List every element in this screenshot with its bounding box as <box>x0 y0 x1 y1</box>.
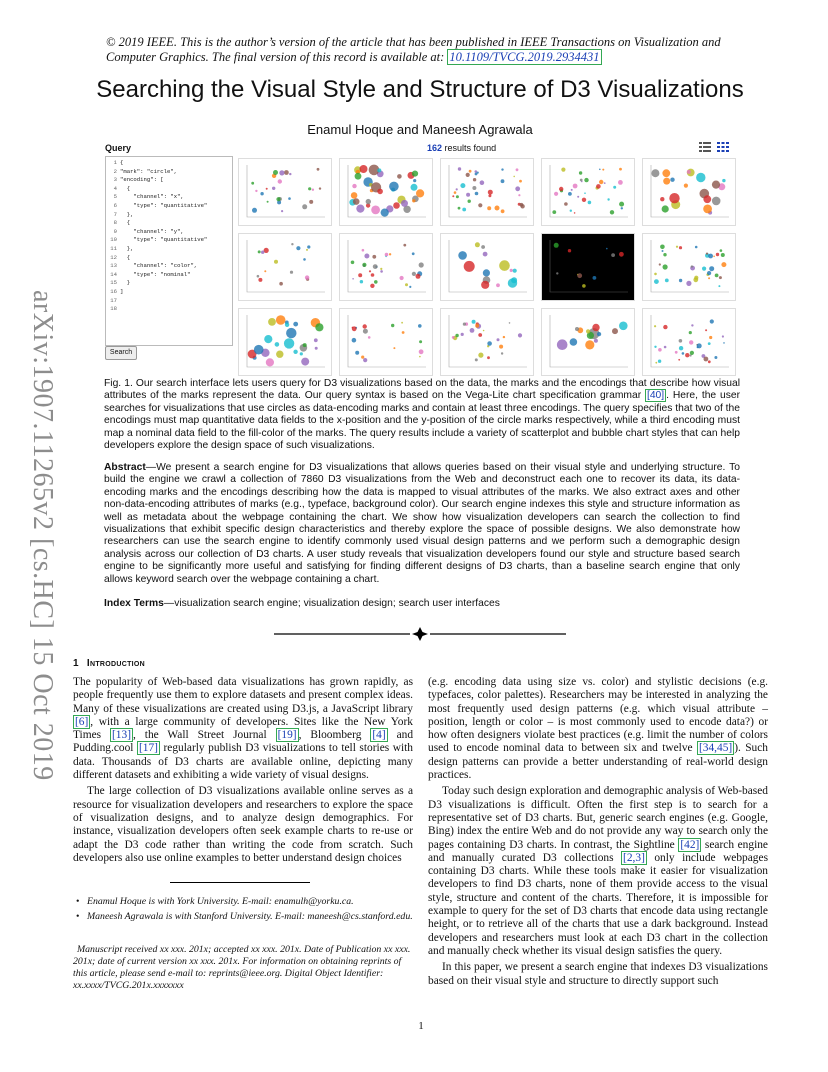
code-line-text: "encoding": [ <box>120 176 164 184</box>
paragraph-text: , with a large community of developers. Sites like the New York Times <box>73 715 413 742</box>
code-line-number: 13 <box>110 262 117 270</box>
index-terms-text: —visualization search engine; visualization design; search user interfaces <box>163 598 500 609</box>
code-line-text: { <box>120 159 124 166</box>
result-thumbnail[interactable] <box>339 233 433 301</box>
result-thumbnail[interactable] <box>541 233 635 301</box>
result-thumbnail[interactable] <box>642 233 736 301</box>
index-terms <box>104 598 740 609</box>
result-thumbnail[interactable] <box>541 158 635 226</box>
result-thumbnail[interactable] <box>541 308 635 376</box>
section-separator <box>274 626 566 642</box>
intro-paragraph-3 <box>428 676 768 782</box>
code-line-number: 16 <box>110 288 117 295</box>
bullet-icon: • <box>76 911 80 922</box>
doi-link[interactable]: 10.1109/TVCG.2019.2934431 <box>449 50 600 64</box>
code-line-text: "type": "quantitative" <box>120 202 208 209</box>
result-thumbnail[interactable] <box>642 158 736 226</box>
author-footnotes <box>73 896 413 926</box>
manuscript-info: Manuscript received xx xxx. 201x; accepted xx xxx. 201x. Date of Publication xx xxx. 201x; date of current version xx xxx. 201x. For information on obtaining reprints of this article, please send e-mail to: reprints@ieee.org. Digital Object Identifier: xx.xxxx/TVCG.201x.xxxxxxx <box>73 944 411 991</box>
results-count <box>427 143 496 153</box>
section-heading <box>73 658 145 669</box>
paragraph-text: ). Such design patterns can provide a better understanding of real-world design practices. <box>428 742 768 782</box>
code-line-number: 4 <box>113 184 117 192</box>
paragraph-text: regularly publish D3 visualizations to tell stories with data. Thousands of D3 charts are available online, depicting many different datasets and exhibiting a wide variety of visual designs. <box>73 742 413 782</box>
figure-caption <box>104 378 740 452</box>
code-line-text: { <box>120 219 131 227</box>
arxiv-stamp-text: arXiv:1907.11265v2 [cs.HC] 15 Oct 2019 <box>27 290 58 781</box>
paragraph-text: (e.g. encoding data using size vs. color) and stylistic decisions (e.g. typefaces, color palettes). Researchers may be interested in analyzing the most frequently used design patterns (e.g. which visual attribute – position, length or color – is most commonly used to encode data?) or how often designers violate best practices (e.g. limit the number of colors used to encode nominal data to between six and twelve <box>428 676 768 755</box>
footnote-rule <box>170 882 310 883</box>
abstract-text: —We present a search engine for D3 visualizations that allows queries based on their visual style and underlying structure. To build the engine we crawl a collection of 7860 D3 visualizations from the Web and deconstruct each one to recover its data, its data-encoding marks and the encodings describing how the data is mapped to visual attributes of the marks. We also extract axes and other non-data-encoding attributes of marks (e.g., typeface, background color). Our search engine indexes this style and structure information as well as metadata about the webpage containing the chart. We show how visualization developers can search the collection to find visualizations that exhibit specific design characteristics and thereby explore the space of possible designs. We also demonstrate how researchers can use the search engine to identify commonly used visual design patterns and we perform such a demographic design analysis across our collection of D3 charts. A user study reveals that visualization developers found our style and structure based search engine to be significantly more useful and satisfying for finding different designs of D3 charts, than a baseline search engine that only allows keyword search over the webpage containing a chart. <box>104 462 740 585</box>
citation-link[interactable]: [2,3] <box>623 851 645 864</box>
search-button[interactable]: Search <box>105 346 137 360</box>
body-column-right <box>428 676 768 988</box>
code-line-text: "channel": "x", <box>120 193 184 201</box>
section-number: 1 <box>73 658 79 669</box>
paragraph-text: , the Wall Street Journal <box>133 729 276 742</box>
results-suffix: results found <box>444 143 497 153</box>
index-terms-label: Index Terms <box>104 598 164 609</box>
paragraph-text: Today such design exploration and demographic analysis of Web-based D3 visualizations is difficult. Often the first step is to search for a representative set of D3 charts. But, generic search engines (e.g. Google, Bing) index the entire Web and do not provide any way to search only the pages containing D3 charts. In contrast, the Sightline <box>428 785 768 851</box>
caption-text-pre: Our search interface lets users query for D3 visualizations based on the data, the marks and the encodings that describe how visual attributes of the marks represent the data. Our query syntax is based on the Vega-Lite chart specification grammar <box>104 378 740 402</box>
copyright-notice <box>106 35 746 65</box>
intro-paragraph-2: The large collection of D3 visualizations available online serves as a resource for visualization developers and researchers to explore the space of visualization designs, and to analyze design demographics. For instance, visualization developers often seek example charts to re-use or adapt the D3 code rather than writing the code from scratch. Such developers also use online examples to better understand design choices <box>73 785 413 864</box>
code-line-number: 5 <box>113 193 117 201</box>
result-thumbnail[interactable] <box>238 308 332 376</box>
code-line-text: "mark": "circle", <box>120 167 178 175</box>
code-line-number: 3 <box>113 176 117 184</box>
code-line-number: 18 <box>110 305 117 313</box>
code-line-number: 7 <box>113 210 117 218</box>
code-line-number: 11 <box>110 245 117 252</box>
code-line-number: 8 <box>113 219 117 227</box>
query-editor[interactable] <box>105 156 233 346</box>
code-line-number: 2 <box>113 167 117 175</box>
code-line-text: "channel": "color", <box>120 262 198 270</box>
code-line-text: "type": "nominal" <box>120 270 191 278</box>
result-thumbnail[interactable] <box>440 233 534 301</box>
abstract-label: Abstract <box>104 462 146 473</box>
paragraph-text: and Pudding.cool <box>73 729 414 755</box>
arxiv-stamp <box>18 290 58 781</box>
result-thumbnail[interactable] <box>642 308 736 376</box>
code-line-number: 17 <box>110 296 117 304</box>
citation-link[interactable]: [17] <box>138 742 158 755</box>
code-line-text: }, <box>120 245 134 252</box>
copyright-text: © 2019 IEEE. This is the author’s version of the article that has been published in IEEE Transactions on Visualization and Computer Graphics. The final version of this record is available at: <box>106 35 721 64</box>
result-thumbnail[interactable] <box>440 158 534 226</box>
paragraph-text: , Bloomberg <box>298 729 371 742</box>
caption-text-post: . Here, the user searches for visualizations that use circles as data-encoding marks and contain at least three encodings. The query specifies that two of the encodings must map quantitative data fields to the x-position and the y-position of the circle marks respectively, while a third encoding must map a nominal data field to the fill-color of the marks. The query results include a variety of scatterplot and bubble chart styles that can help developers explore the design space of such visualizations. <box>104 390 741 452</box>
code-line-text: "channel": "y", <box>120 227 184 235</box>
code-line-text: "type": "quantitative" <box>120 236 208 244</box>
code-line-number: 10 <box>110 236 117 244</box>
body-column-left <box>73 676 413 865</box>
code-line-number: 15 <box>110 279 117 287</box>
page-number: 1 <box>418 1020 424 1032</box>
citation-link[interactable]: [42] <box>680 838 700 851</box>
paragraph-text: only include webpages containing D3 charts. While these tools make it easier for visualization developers to find D3 charts, none of them provide access to the visual style, structure and content of the charts. Therefore, it is impossible for example to query for the set of D3 charts that encode data using rectangle height, or to retrieve all of the charts that use a dark background. Instead developers and researchers must look at each D3 chart in the collection and manually check whether its visual design satisfies the query. <box>428 851 768 957</box>
abstract <box>104 462 740 586</box>
footnote-text: Enamul Hoque is with York University. E-mail: enamulh@yorku.ca. <box>87 896 354 907</box>
result-thumbnail[interactable] <box>339 158 433 226</box>
code-line-number: 6 <box>113 202 117 209</box>
result-thumbnail[interactable] <box>339 308 433 376</box>
result-thumbnail[interactable] <box>440 308 534 376</box>
code-line-text: } <box>120 279 131 287</box>
diamond-ornament-icon <box>412 627 428 641</box>
caption-citation[interactable]: [40] <box>646 390 665 402</box>
section-title: Introduction <box>86 658 146 669</box>
citation-link[interactable]: [13] <box>112 729 131 742</box>
footnote-item <box>73 911 413 923</box>
code-line-text: }, <box>120 210 134 218</box>
citation-link[interactable]: [4] <box>372 729 386 742</box>
code-line-number: 9 <box>113 227 117 235</box>
result-thumbnail[interactable] <box>238 158 332 226</box>
footnote-text: Maneesh Agrawala is with Stanford University. E-mail: maneesh@cs.stanford.edu. <box>87 911 413 922</box>
code-line-number: 12 <box>110 253 117 261</box>
list-view-icon[interactable] <box>699 142 711 152</box>
citation-link[interactable]: [34,45] <box>698 742 733 755</box>
results-number: 162 <box>427 143 443 153</box>
code-line-text: { <box>120 184 131 192</box>
result-thumbnail[interactable] <box>238 233 332 301</box>
footnote-item <box>73 896 413 908</box>
intro-paragraph-1 <box>73 676 413 782</box>
paragraph-text: The popularity of Web-based data visualizations has grown rapidly, as people frequently use them to explore datasets and present complex ideas. Many of these visualizations are created using D3.js, a JavaScript library <box>73 676 413 715</box>
caption-label: Fig. 1. <box>104 378 133 389</box>
citation-link[interactable]: [19] <box>277 729 297 742</box>
intro-paragraph-4 <box>428 785 768 958</box>
code-line-number: 1 <box>113 159 117 166</box>
code-line-text: { <box>120 253 131 261</box>
intro-paragraph-5: In this paper, we present a search engine that indexes D3 visualizations based on their visual style and structure to directly support such <box>428 961 768 987</box>
citation-link[interactable]: [6] <box>75 715 89 728</box>
figure-search-interface <box>103 140 739 366</box>
paragraph-text: search engine and manually curated D3 collections <box>428 838 768 864</box>
grid-view-icon[interactable] <box>717 142 729 152</box>
query-label: Query <box>105 143 132 153</box>
bullet-icon: • <box>76 896 80 907</box>
paper-title: Searching the Visual Style and Structure of D3 Visualizations <box>96 76 744 103</box>
code-line-number: 14 <box>110 270 117 278</box>
code-line-text: ] <box>120 288 124 295</box>
paper-authors: Enamul Hoque and Maneesh Agrawala <box>307 122 533 137</box>
